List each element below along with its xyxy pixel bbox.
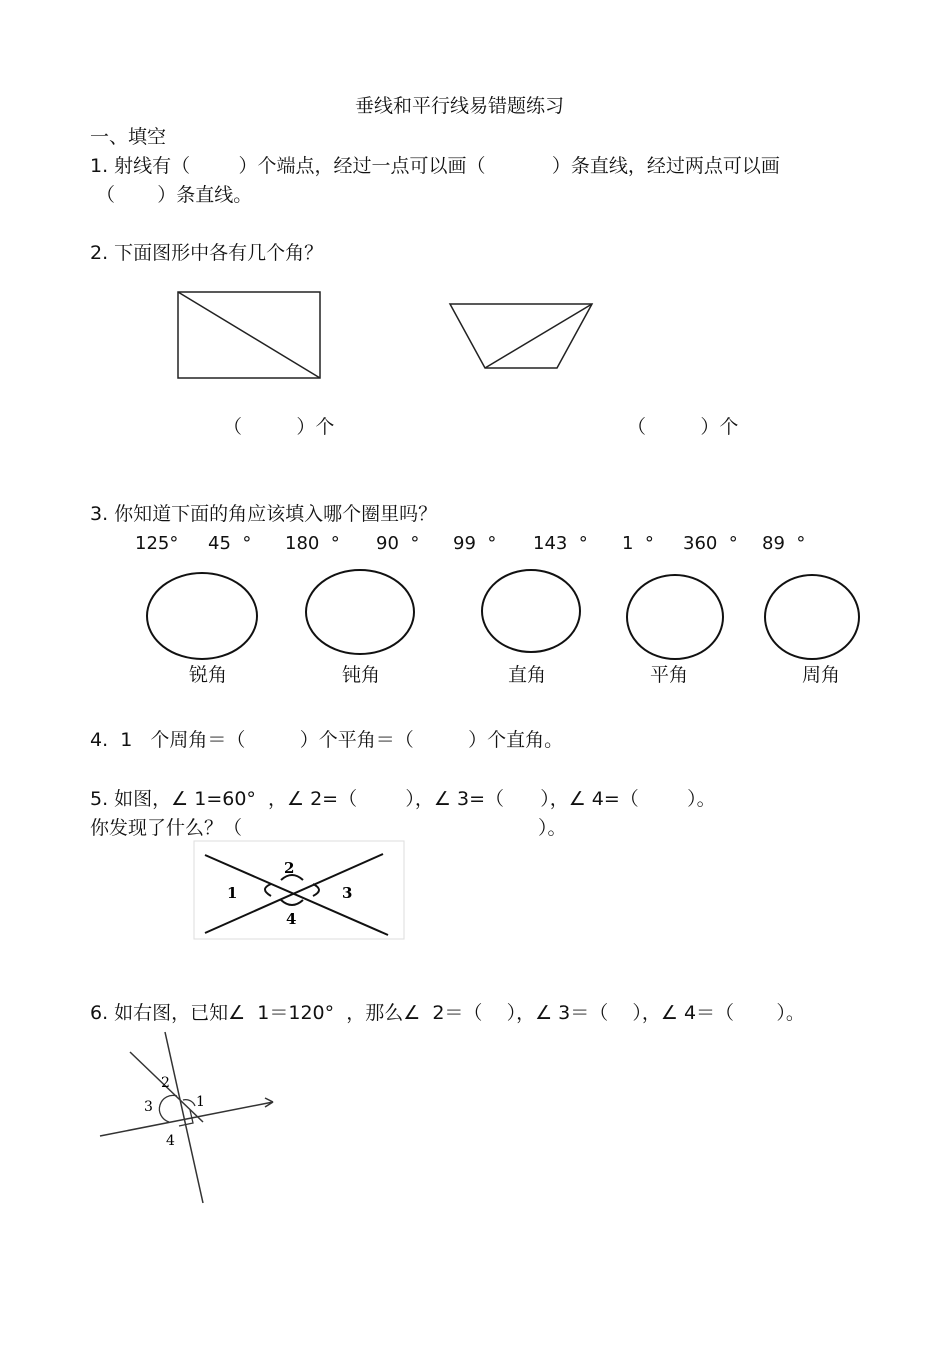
angle-label-1: 1	[196, 1094, 205, 1110]
angle-value: 143 °	[533, 533, 588, 554]
answer-blank-trapezoid: （ ）个	[627, 416, 739, 438]
angle-label-3: 3	[342, 884, 353, 902]
angle-label-4: 4	[286, 910, 297, 928]
acute-circle	[147, 573, 257, 659]
angle-value: 180 °	[285, 533, 340, 554]
rectangle-figure	[170, 285, 330, 385]
trapezoid-figure	[440, 295, 600, 375]
angle-value: 125°	[135, 533, 179, 554]
question-6-text: 6. 如右图，已知∠ 1＝120° ，那么∠ 2＝（ ），∠ 3＝（ ），∠ 4＝（ ）。	[90, 1002, 805, 1024]
circle-label-right: 直角	[508, 664, 547, 686]
angle-value: 99 °	[453, 533, 497, 554]
angle-label-3: 3	[144, 1099, 153, 1115]
page-title: 垂线和平行线易错题练习	[355, 95, 565, 117]
question-5-line-2: 你发现了什么？（ ）。	[90, 817, 567, 839]
circle-label-acute: 锐角	[189, 664, 228, 686]
right-circle	[482, 570, 580, 652]
angle-circles	[140, 565, 870, 665]
section-heading: 一、填空	[90, 126, 167, 148]
angle-value: 1 °	[622, 533, 654, 554]
question-5-line-1: 5. 如图，∠ 1=60° ，∠ 2=（ ），∠ 3=（ ），∠ 4=（ ）。	[90, 788, 716, 810]
full-circle	[765, 575, 859, 659]
three-lines-figure	[95, 1030, 280, 1210]
angle-value: 45 °	[208, 533, 252, 554]
question-1-line-2: （ ）条直线。	[96, 184, 253, 206]
circle-label-obtuse: 钝角	[342, 664, 381, 686]
circle-label-straight: 平角	[650, 664, 689, 686]
question-1-line-1: 1. 射线有（ ）个端点，经过一点可以画（ ）条直线，经过两点可以画	[90, 155, 780, 177]
angle-label-1: 1	[227, 884, 238, 902]
angle-label-2: 2	[284, 859, 295, 877]
straight-circle	[627, 575, 723, 659]
question-2-text: 2. 下面图形中各有几个角？	[90, 242, 324, 264]
angle-value: 360 °	[683, 533, 738, 554]
obtuse-circle	[306, 570, 414, 654]
angle-value: 89 °	[762, 533, 806, 554]
circle-label-full: 周角	[802, 664, 841, 686]
answer-blank-rectangle: （ ）个	[223, 416, 335, 438]
crossing-lines-figure	[193, 840, 405, 940]
angle-label-4: 4	[166, 1133, 175, 1149]
question-4-text: 4. 1 个周角＝（ ）个平角＝（ ）个直角。	[90, 729, 564, 751]
angle-value: 90 °	[376, 533, 420, 554]
question-3-text: 3. 你知道下面的角应该填入哪个圈里吗？	[90, 503, 438, 525]
angle-label-2: 2	[161, 1075, 170, 1091]
